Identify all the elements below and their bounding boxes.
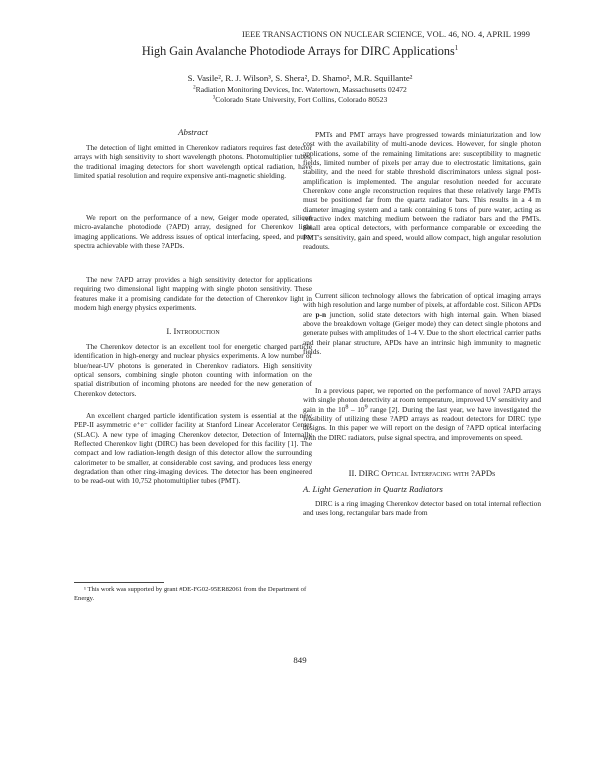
right-paragraph-3-b: – 10 <box>348 404 365 414</box>
section-1-number: I. <box>166 326 172 336</box>
intro-paragraph-1: The Cherenkov detector is an excellent tool for energetic charged particle identification in high-energy and nuclear physics experiments. A low number of blue/near-UV photons is generated in Cherenkov radiators. High sensitivity optical sensors, combining single photon counting with information on the spatial distribution of incoming photons are needed for the new generation of Cherenkov detectors. <box>74 342 312 398</box>
subsection-a-heading: A. Light Generation in Quartz Radiators <box>303 484 443 494</box>
right-paragraph-3-a: In a previous paper, we reported on the performance of novel ?APD arrays with single photon detectivity at room temperature, improved UV sensitivity and gain in the 10 <box>303 386 541 414</box>
right-paragraph-2-a: Current silicon technology allows the fabrication of optical imaging arrays with high resolution and large number of pixels, at affordable cost. Silicon APDs are <box>303 291 541 319</box>
abstract-heading: Abstract <box>178 127 208 137</box>
right-paragraph-2-b: junction, solid state detectors with high internal gain. When biased above the breakdown voltage (Geiger mode) they can detect single photons and generate pulses with amplitudes of 1-4 V. Due to the short electrical carrier paths and their planar structure, APDs have an intrinsic high immunity to magnetic fields. <box>303 309 541 357</box>
title-footnote-mark: 1 <box>454 43 459 52</box>
abstract-paragraph-1: The detection of light emitted in Cherenkov radiators requires fast detector arrays with high sensitivity to short wavelength photons. Photomultiplier tubes, the traditional imaging detectors for short wavelength optical radiation, have limited spatial resolution and require expensive anti-magnetic shielding. <box>74 143 312 181</box>
footnote: ¹ This work was supported by grant #DE-FG02-95ER82061 from the Department of Energy. <box>74 586 307 602</box>
section-1-heading <box>74 327 312 336</box>
section-1-title: Introduction <box>173 326 220 336</box>
section-2-heading <box>303 469 541 478</box>
right-paragraph-4: DIRC is a ring imaging Cherenkov detector based on total internal reflection and uses long, rectangular bars made from <box>303 499 541 518</box>
affiliation-1-mark: 2 <box>193 85 196 91</box>
affiliation-1-text: Radiation Monitoring Devices, Inc. Watertown, Massachusetts 02472 <box>195 85 407 94</box>
abstract-paragraph-2: We report on the performance of a new, Geiger mode operated, silicon micro-avalanche photodiode (?APD) array, designed for Cherenkov light imaging applications. We address issues of optical interfacing, speed, and pulse spectra achievable with these ?APDs. <box>74 213 312 251</box>
author-list: S. Vasile², R. J. Wilson³, S. Shera², D. Shamo², M.R. Squillante² <box>187 73 413 83</box>
gain-exponent-1: 8 <box>345 404 349 411</box>
page-number: 849 <box>293 655 307 665</box>
section-2-title: DIRC Optical Interfacing with ?APDs <box>358 468 496 478</box>
affiliation-1 <box>0 85 600 94</box>
affiliation-2 <box>0 95 600 104</box>
gain-exponent-2: 9 <box>364 404 368 411</box>
right-paragraph-3-c: range [2]. During the last year, we have investigated the feasibility of utilizing these ?APD arrays as readout detectors for DIRC type designs. In this paper we will report on the design of ?APD optical interfacing with the DIRC radiators, pulse signal spectra, and improvements on speed. <box>303 404 541 442</box>
affiliation-2-text: Colorado State University, Fort Collins, Colorado 80523 <box>215 95 388 104</box>
right-paragraph-1: PMTs and PMT arrays have progressed towards miniaturization and low cost with the availability of multi-anode devices. However, for single photon applications, some of the remaining limitations are: susceptibility to magnetic fields, limited number of pixels per array due to electrostatic limitations, gain stability, and the need for stable threshold discriminators unless signal post-amplification is implemented. The angular resolution needed for accurate Cherenkov cone angle reconstruction requires that these relatively large PMTs must be positioned far from the quartz radiator bars. This results in a 4 m diameter imaging system and a tank containing 6 tons of pure water, acting as refractive index matching medium between the radiator bars and the PMTs. Small area optical detectors, with performance comparable or exceeding the PMT's sensitivity, gain and speed, would allow compact, high angular resolution readouts. <box>303 130 541 252</box>
right-paragraph-3 <box>303 386 541 442</box>
intro-paragraph-2: An excellent charged particle identification system is essential at the new PEP-II asymmetric e⁺e⁻ collider facility at Stanford Linear Accelerator Center (SLAC). A new type of imaging Cherenkov detector, Detection of Internally Reflected Cherenkov light (DIRC) has been developed for this facility [1]. The compact and low radiation-length design of this detector allow the surrounding calorimeter to be smaller, at considerable cost saving, and produces less energy degradation than other ring-imaging devices. The detector has been engineered to be read-out with 10,752 photomultiplier tubes (PMT). <box>74 411 312 486</box>
section-2-number: II. <box>348 468 357 478</box>
footnote-divider <box>74 582 164 583</box>
affiliation-2-mark: 3 <box>212 95 216 101</box>
right-paragraph-2 <box>303 291 541 356</box>
paper-title <box>0 44 600 59</box>
pn-junction-bold: p-n <box>315 309 327 319</box>
abstract-paragraph-3: The new ?APD array provides a high sensitivity detector for applications requiring two dimensional light mapping with single photon sensitivity. These features make it a promising candidate for the detection of Cherenkov light in modern high energy physics experiments. <box>74 275 312 313</box>
paper-title-text: High Gain Avalanche Photodiode Arrays for DIRC Applications <box>141 44 455 58</box>
journal-header: IEEE TRANSACTIONS ON NUCLEAR SCIENCE, VOL. 46, NO. 4, APRIL 1999 <box>242 30 530 39</box>
